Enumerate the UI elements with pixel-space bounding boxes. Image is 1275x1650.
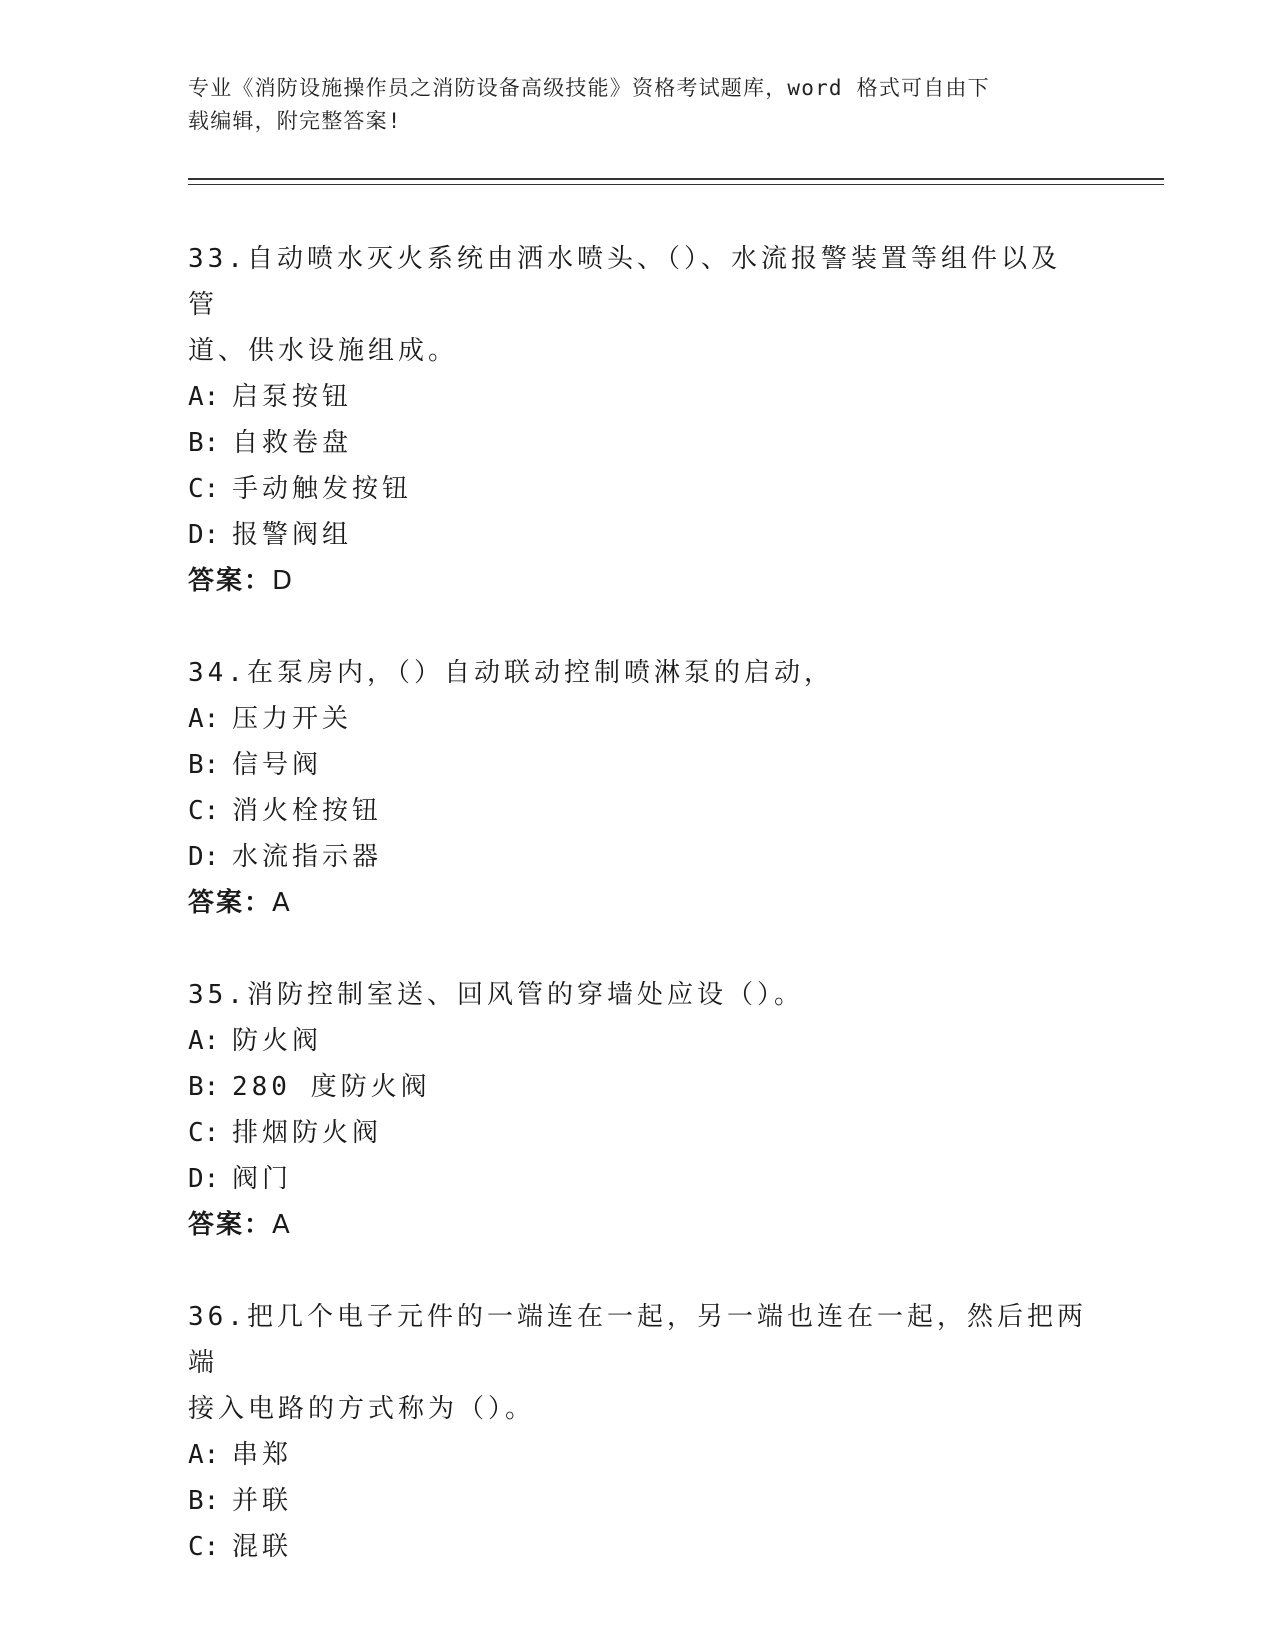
option-key: C: (188, 474, 220, 504)
option-text: 并联 (232, 1486, 293, 1516)
document-header (188, 72, 1088, 138)
answer-value: D (272, 566, 295, 596)
question-stem-line: 33.自动喷水灭火系统由洒水喷头、（）、水流报警装置等组件以及管 (188, 244, 1061, 320)
option-d (188, 834, 1088, 880)
option-b (188, 1478, 1088, 1524)
option-a (188, 1018, 1088, 1064)
option-text: 启泵按钮 (232, 382, 353, 412)
option-text: 信号阀 (232, 750, 323, 780)
header-line-1: 专业《消防设施操作员之消防设备高级技能》资格考试题库，word 格式可自由下 (188, 76, 990, 100)
option-key: B: (188, 1486, 220, 1516)
option-text: 手动触发按钮 (232, 474, 413, 504)
option-key: D: (188, 1164, 220, 1194)
option-b (188, 742, 1088, 788)
option-text: 报警阀组 (232, 520, 353, 550)
option-text: 混联 (232, 1532, 293, 1562)
option-text: 防火阀 (232, 1026, 323, 1056)
question-stem-line: 35.消防控制室送、回风管的穿墙处应设（）。 (188, 980, 804, 1010)
option-key: A: (188, 1026, 220, 1056)
option-b (188, 1064, 1088, 1110)
question-stem-line: 道、供水设施组成。 (188, 336, 459, 366)
option-a (188, 374, 1088, 420)
option-c (188, 788, 1088, 834)
option-c (188, 1110, 1088, 1156)
option-text: 阀门 (232, 1164, 293, 1194)
answer-label: 答案： (188, 566, 273, 596)
question-34 (188, 650, 1088, 926)
answer-line (188, 558, 1088, 604)
option-c (188, 466, 1088, 512)
option-text: 压力开关 (232, 704, 353, 734)
option-key: A: (188, 1440, 220, 1470)
option-key: C: (188, 796, 220, 826)
question-stem-line: 34.在泵房内，（）自动联动控制喷淋泵的启动， (188, 658, 834, 688)
question-stem-line: 接入电路的方式称为（）。 (188, 1394, 536, 1424)
option-key: A: (188, 704, 220, 734)
option-text: 280 度防火阀 (232, 1072, 431, 1102)
option-text: 串郑 (232, 1440, 293, 1470)
header-divider-thick (188, 178, 1164, 180)
question-stem-line: 36.把几个电子元件的一端连在一起，另一端也连在一起，然后把两端 (188, 1302, 1087, 1378)
option-text: 自救卷盘 (232, 428, 353, 458)
question-35 (188, 972, 1088, 1248)
header-line-2: 载编辑，附完整答案! (188, 109, 402, 133)
option-text: 水流指示器 (232, 842, 383, 872)
option-c (188, 1524, 1088, 1570)
option-key: C: (188, 1532, 220, 1562)
option-key: B: (188, 428, 220, 458)
option-a (188, 1432, 1088, 1478)
option-key: D: (188, 520, 220, 550)
option-key: A: (188, 382, 220, 412)
question-33 (188, 236, 1088, 604)
answer-value: A (272, 888, 292, 918)
option-key: C: (188, 1118, 220, 1148)
header-divider-thin (188, 184, 1164, 185)
option-key: D: (188, 842, 220, 872)
answer-line (188, 1202, 1088, 1248)
answer-label: 答案： (188, 1210, 273, 1240)
option-a (188, 696, 1088, 742)
option-b (188, 420, 1088, 466)
option-key: B: (188, 1072, 220, 1102)
question-36 (188, 1294, 1088, 1570)
answer-value: A (272, 1210, 292, 1240)
answer-line (188, 880, 1088, 926)
option-text: 排烟防火阀 (232, 1118, 383, 1148)
option-key: B: (188, 750, 220, 780)
answer-label: 答案： (188, 888, 273, 918)
question-list (188, 236, 1088, 1616)
option-text: 消火栓按钮 (232, 796, 383, 826)
option-d (188, 1156, 1088, 1202)
option-d (188, 512, 1088, 558)
